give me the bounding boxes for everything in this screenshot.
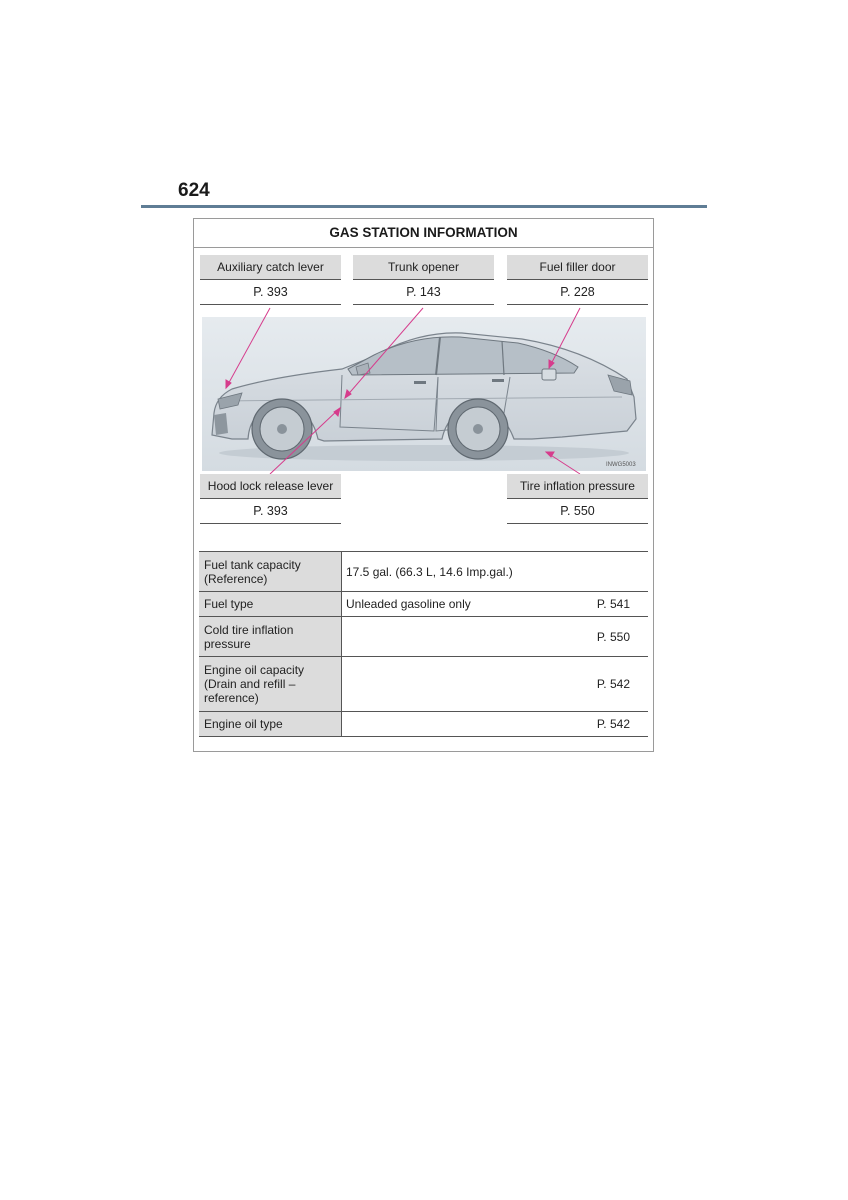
row-label: Cold tire inflation pressure <box>199 617 342 657</box>
page-reference-link[interactable]: P. 550 <box>507 499 648 524</box>
row-page-ref[interactable]: P. 550 <box>555 617 648 657</box>
callout-tire-inflation-pressure <box>507 474 648 524</box>
row-value <box>342 617 556 657</box>
callout-label: Auxiliary catch lever <box>200 255 341 280</box>
callout-hood-lock-release-lever <box>200 474 341 524</box>
callout-label: Fuel filler door <box>507 255 648 280</box>
table-row <box>199 552 648 592</box>
callout-label: Hood lock release lever <box>200 474 341 499</box>
page-reference-link[interactable]: P. 393 <box>200 280 341 305</box>
leader-line-trunk <box>345 308 423 398</box>
illustration-code: INWG5003 <box>606 462 636 468</box>
page-reference-link[interactable]: P. 393 <box>200 499 341 524</box>
page-reference-link[interactable]: P. 228 <box>507 280 648 305</box>
section-title: GAS STATION INFORMATION <box>194 219 653 248</box>
arrow-head <box>334 408 340 416</box>
arrow-head <box>549 360 554 368</box>
leader-line-auxiliary <box>226 308 270 388</box>
row-value: Unleaded gasoline only <box>342 592 556 617</box>
table-row <box>199 617 648 657</box>
arrow-head <box>345 390 351 398</box>
table-row <box>199 712 648 737</box>
row-page-ref[interactable]: P. 542 <box>555 712 648 737</box>
table-row <box>199 657 648 712</box>
callout-label: Trunk opener <box>353 255 494 280</box>
row-page-ref[interactable] <box>555 552 648 592</box>
leader-line-hood <box>270 408 340 474</box>
page-reference-link[interactable]: P. 143 <box>353 280 494 305</box>
row-value <box>342 657 556 712</box>
leader-line-fuel-door <box>549 308 580 368</box>
row-label: Engine oil type <box>199 712 342 737</box>
fuel-info-table <box>199 551 648 737</box>
page-number: 624 <box>178 180 210 201</box>
row-label: Fuel tank capacity (Reference) <box>199 552 342 592</box>
table-row <box>199 592 648 617</box>
row-page-ref[interactable]: P. 542 <box>555 657 648 712</box>
callout-label: Tire inflation pressure <box>507 474 648 499</box>
row-label: Fuel type <box>199 592 342 617</box>
row-value <box>342 712 556 737</box>
row-label: Engine oil capacity (Drain and refill – reference) <box>199 657 342 712</box>
row-value: 17.5 gal. (66.3 L, 14.6 Imp.gal.) <box>342 552 556 592</box>
row-page-ref[interactable]: P. 541 <box>555 592 648 617</box>
